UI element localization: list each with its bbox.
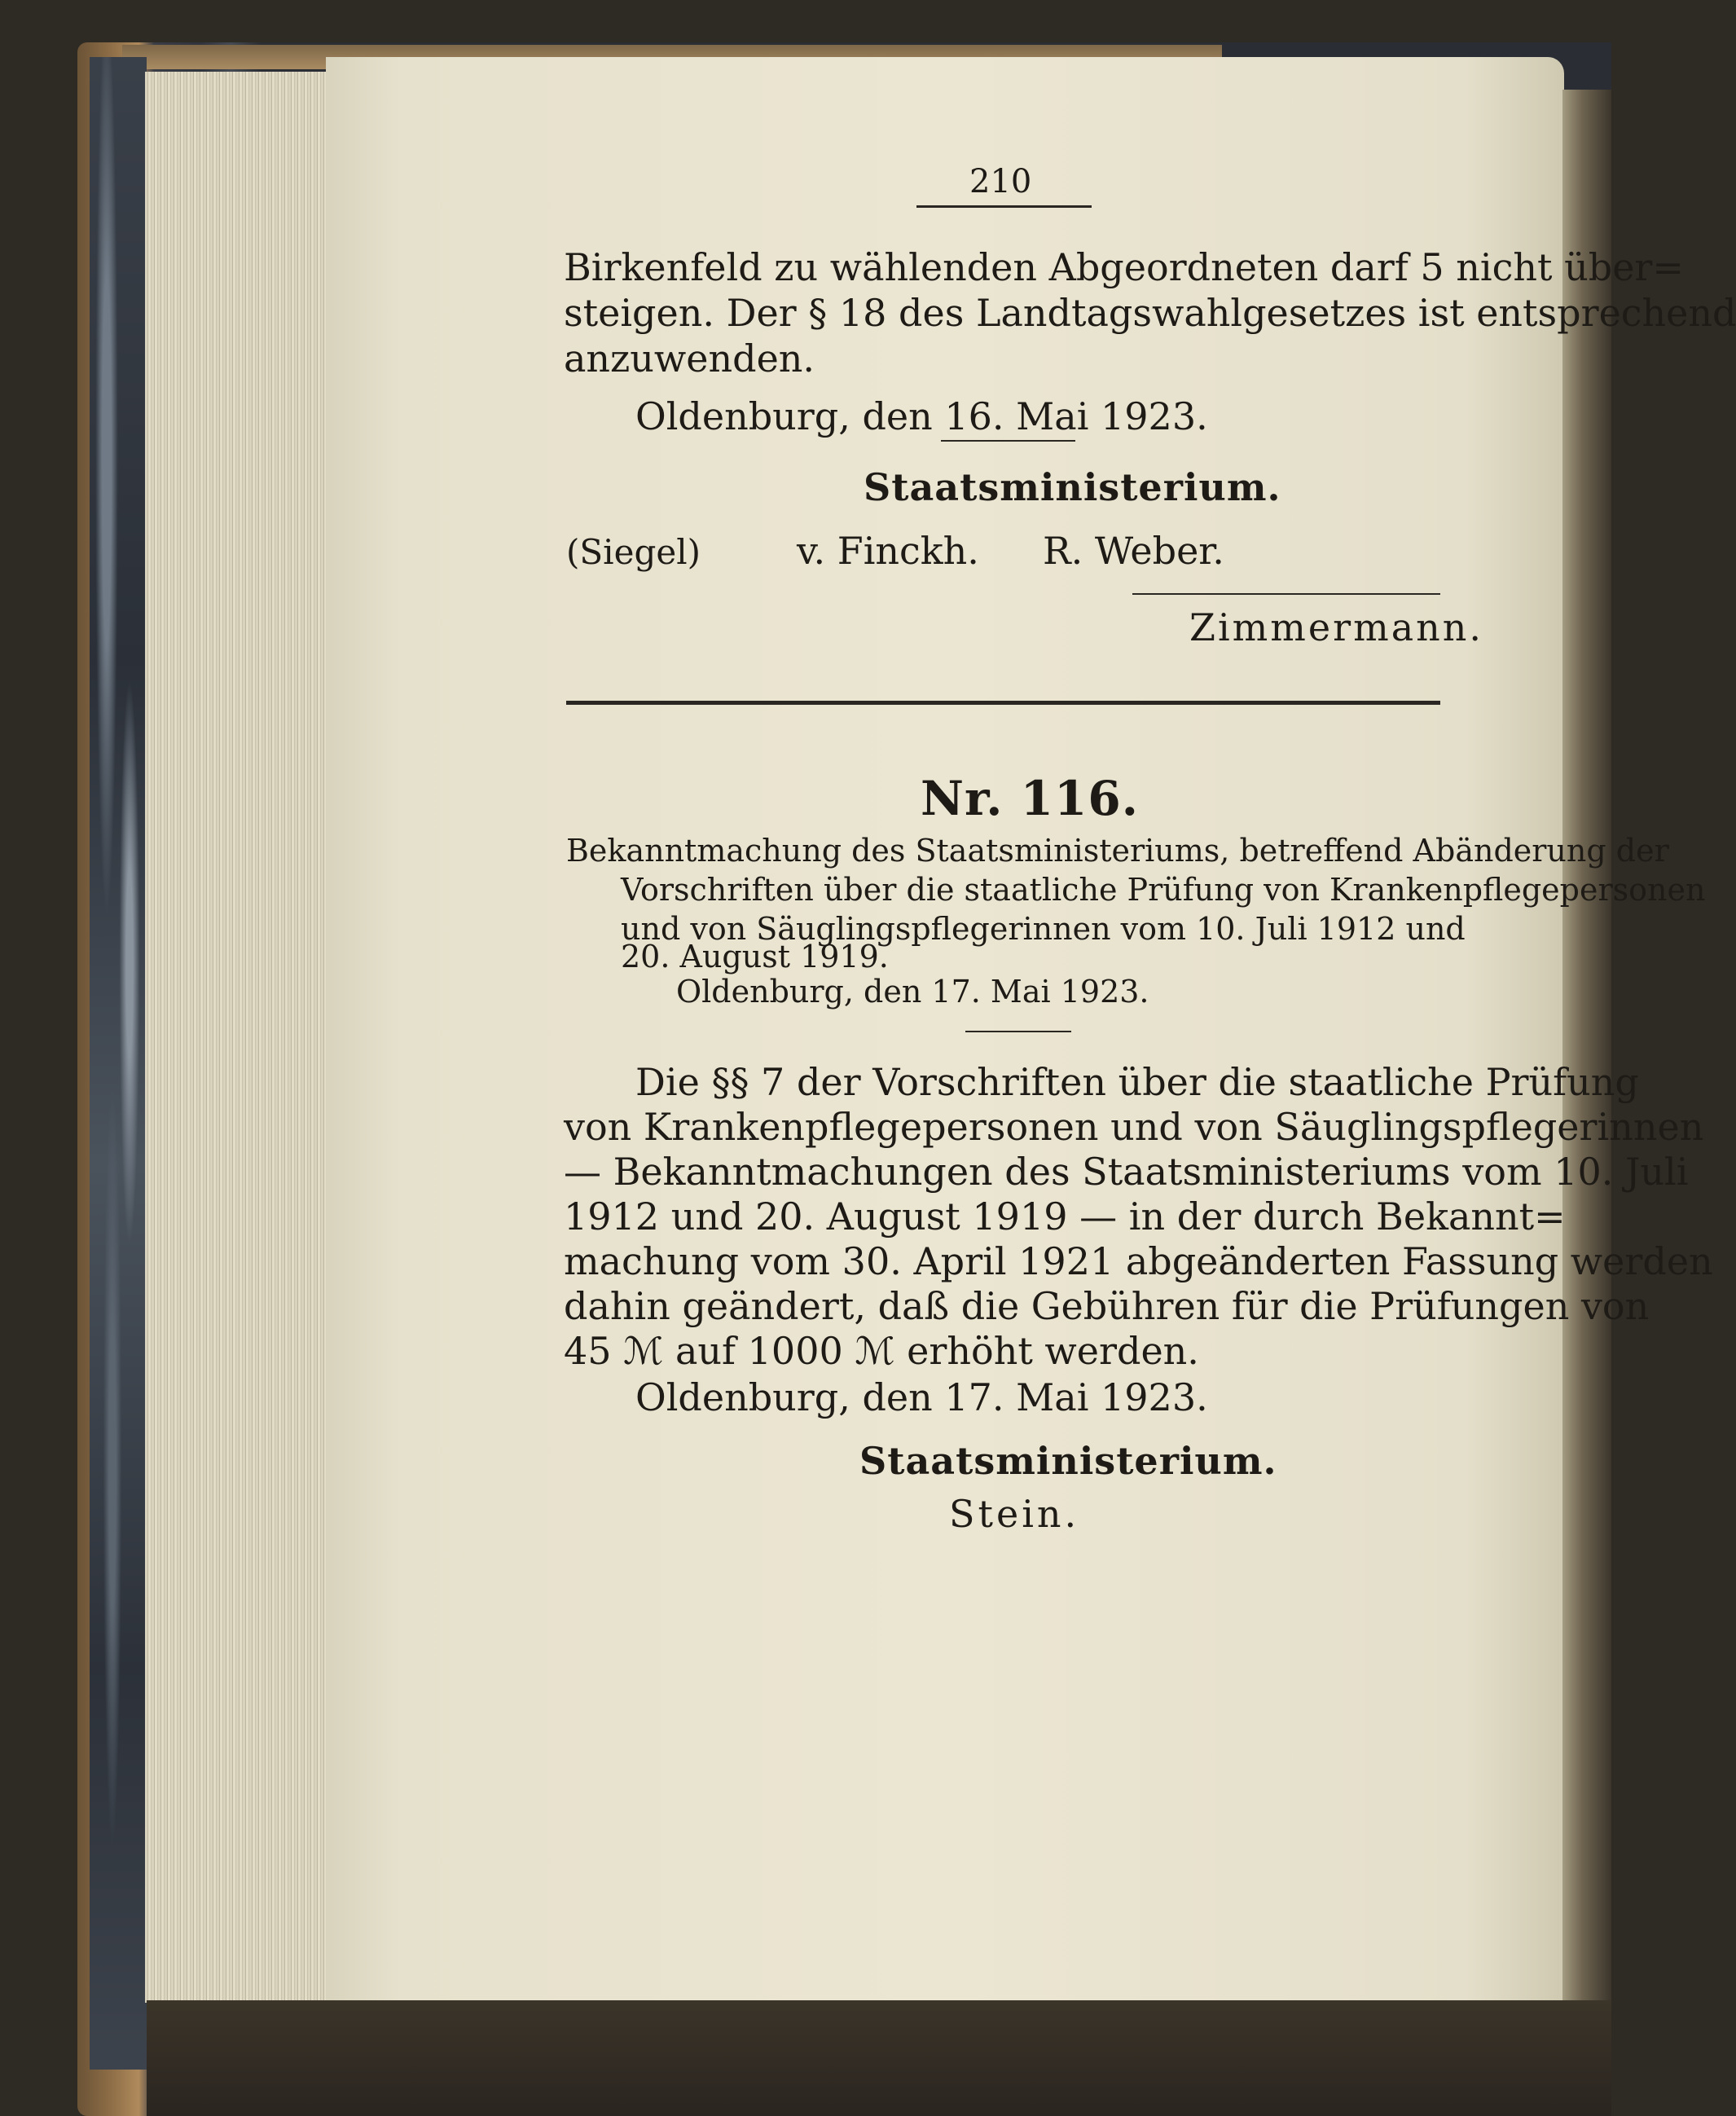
signer-weber: R. Weber. [1043, 529, 1224, 573]
para2-line-3: — Bekanntmachungen des Staatsministeriums vom 10. Juli [564, 1150, 1689, 1194]
para2-line-4: 1912 und 20. August 1919 — in der durch Bekannt= [564, 1194, 1566, 1238]
seal-label: (Siegel) [566, 532, 701, 572]
signature-rule [1132, 593, 1440, 595]
signer-finckh: v. Finckh. [797, 529, 979, 573]
para1-line-1: Birkenfeld zu wählenden Abgeordneten darf 5 nicht über= [564, 245, 1684, 289]
para2-line-2: von Krankenpflegepersonen und von Säuglingspflegerinnen [564, 1105, 1704, 1149]
date-3: Oldenburg, den 17. Mai 1923. [635, 1375, 1208, 1419]
announcement-title-1: Bekanntmachung des Staatsministeriums, betreffend Abänderung der [566, 833, 1669, 869]
signer-stein: Stein. [949, 1492, 1080, 1536]
short-rule-1 [941, 440, 1075, 442]
date-2: Oldenburg, den 17. Mai 1923. [676, 974, 1149, 1010]
announcement-title-3: und von Säuglingspflegerinnen vom 10. Juli 1912 und [621, 911, 1466, 947]
para2-line-5: machung vom 30. April 1921 abgeänderten Fassung werden [564, 1239, 1713, 1283]
ministry-2: Staatsministerium. [859, 1439, 1277, 1483]
date-1: Oldenburg, den 16. Mai 1923. [635, 394, 1208, 438]
para2-line-6: dahin geändert, daß die Gebühren für die Prüfungen von [564, 1284, 1650, 1328]
announcement-title-4: 20. August 1919. [621, 939, 889, 974]
para2-line-1: Die §§ 7 der Vorschriften über die staatliche Prüfung [635, 1060, 1639, 1104]
para2-line-7: 45 ℳ auf 1000 ℳ erhöht werden. [564, 1329, 1199, 1373]
para1-line-3: anzuwenden. [564, 337, 815, 381]
signer-zimmermann: Zimmermann. [1189, 605, 1484, 649]
announcement-number: Nr. 116. [921, 771, 1139, 826]
short-rule-2 [965, 1031, 1071, 1032]
ministry-1: Staatsministerium. [864, 465, 1281, 509]
para1-line-2: steigen. Der § 18 des Landtagswahlgesetzes ist entsprechend [564, 291, 1736, 335]
section-separator [566, 701, 1440, 705]
header-rule [916, 205, 1092, 208]
page-number: 210 [969, 163, 1032, 200]
announcement-title-2: Vorschriften über die staatliche Prüfung von Krankenpflegepersonen [621, 872, 1706, 908]
